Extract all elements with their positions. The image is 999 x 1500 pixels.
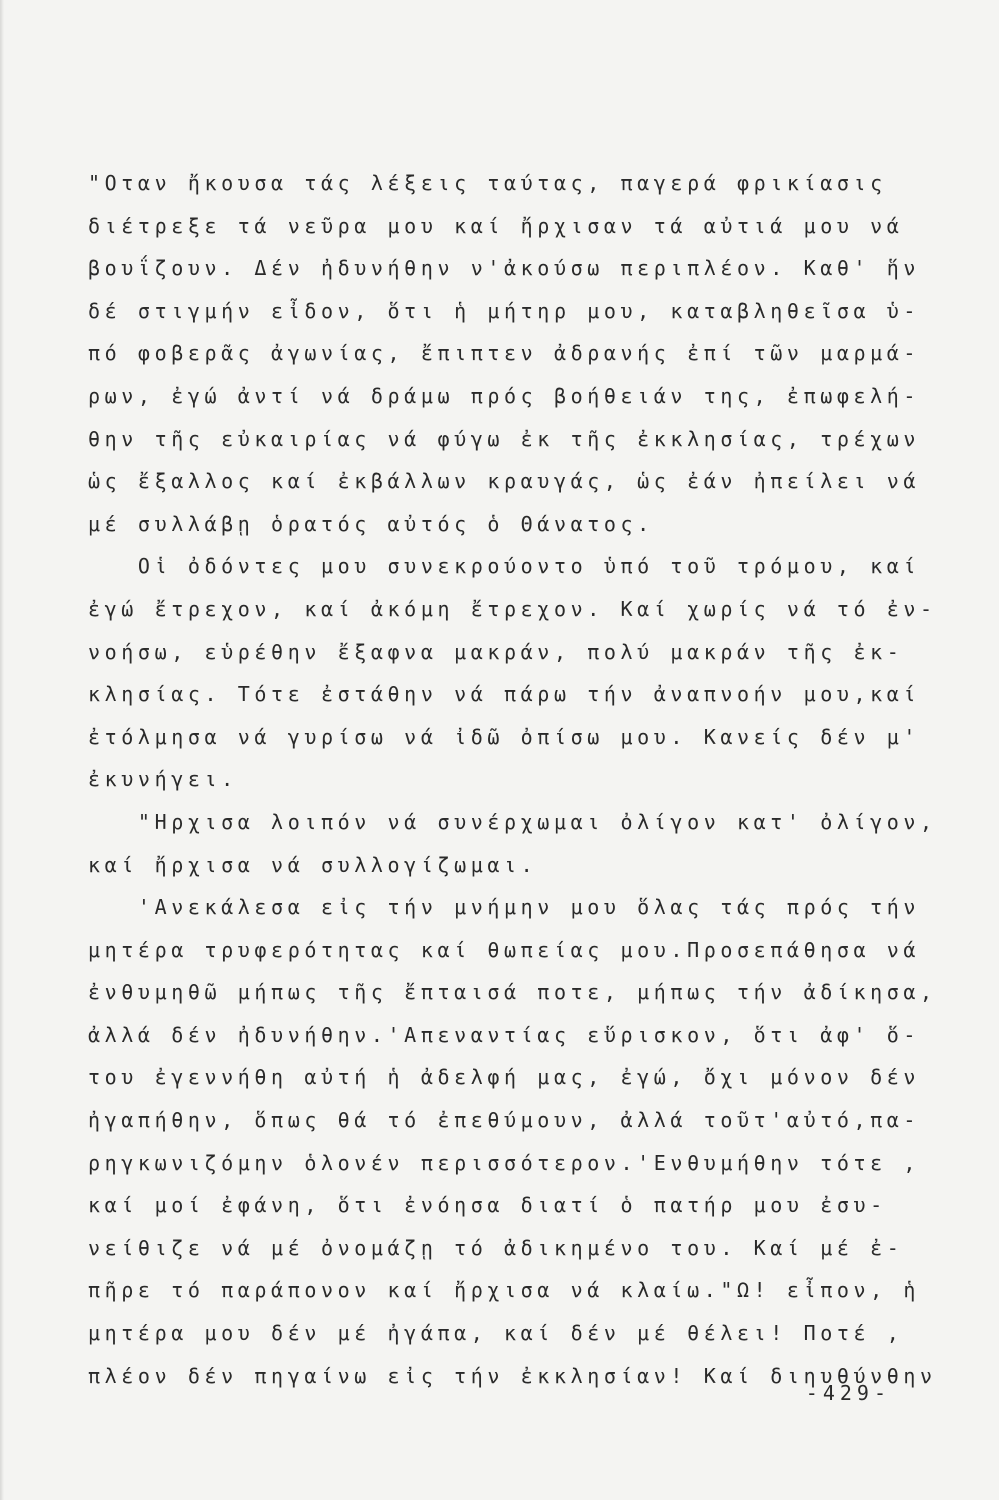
text-line: ἐτόλμησα νά γυρίσω νά ἰδῶ ὀπίσω μου. Κανείς δέν μ'	[88, 724, 921, 749]
text-line: νείθιζε νά μέ ὀνομάζῃ τό ἀδικημένο του. Καί μέ ἐ-	[88, 1235, 904, 1260]
text-line: πλέον δέν πηγαίνω εἰς τήν ἐκκλησίαν! Καί διηυθύνθην	[88, 1363, 937, 1388]
body-text	[88, 162, 937, 1397]
text-line: "Ηρχισα λοιπόν νά συνέρχωμαι ὀλίγον κατ' ὀλίγον,	[88, 809, 937, 834]
text-line: ρων, ἐγώ ἀντί νά δράμω πρός βοήθειάν της, ἐπωφελή-	[88, 383, 921, 408]
text-line: "Οταν ἤκουσα τάς λέξεις ταύτας, παγερά φρικίασις	[88, 171, 887, 195]
text-line: του ἐγεννήθη αὐτή ἡ ἀδελφή μας, ἐγώ, ὄχι μόνον δέν	[88, 1065, 921, 1090]
text-line: καί ἤρχισα νά συλλογίζωμαι.	[88, 852, 538, 877]
text-line: 'Ανεκάλεσα εἰς τήν μνήμην μου ὅλας τάς πρός τήν	[88, 895, 921, 920]
text-line: θην τῆς εὐκαιρίας νά φύγω ἐκ τῆς ἐκκλησίας, τρέχων	[88, 426, 921, 451]
text-line: ὡς ἔξαλλος καί ἐκβάλλων κραυγάς, ὡς ἐάν ἠπείλει νά	[88, 469, 921, 494]
text-line: ρηγκωνιζόμην ὁλονέν περισσότερον.'Ενθυμήθην τότε ,	[88, 1150, 921, 1175]
text-line: πό φοβερᾶς ἀγωνίας, ἔπιπτεν ἀδρανής ἐπί τῶν μαρμά-	[88, 341, 921, 366]
page-edge-shadow	[0, 0, 4, 1500]
text-line: μέ συλλάβῃ ὁρατός αὐτός ὁ Θάνατος.	[88, 511, 654, 536]
page-number: -429-	[805, 1381, 891, 1405]
text-line: καί μοί ἐφάνη, ὅτι ἐνόησα διατί ὁ πατήρ μου ἐσυ-	[88, 1193, 887, 1218]
text-line: βουΐζουν. Δέν ἠδυνήθην ν'ἀκούσω περιπλέον. Καθ' ἥν	[88, 256, 921, 281]
text-line: μητέρα μου δέν μέ ἠγάπα, καί δέν μέ θέλει! Ποτέ ,	[88, 1321, 904, 1346]
text-line: Οἱ ὀδόντες μου συνεκρούοντο ὑπό τοῦ τρόμου, καί	[88, 554, 921, 579]
text-line: μητέρα τρυφερότητας καί θωπείας μου.Προσεπάθησα νά	[88, 937, 921, 962]
text-line: ἐκυνήγει.	[88, 767, 238, 792]
text-line: δέ στιγμήν εἶδον, ὅτι ἡ μήτηρ μου, καταβληθεῖσα ὑ-	[88, 298, 921, 323]
text-line: ἀλλά δέν ἠδυνήθην.'Απεναντίας εὕρισκον, ὅτι ἀφ' ὅ-	[88, 1022, 921, 1047]
text-line: ἐγώ ἔτρεχον, καί ἀκόμη ἔτρεχον. Καί χωρίς νά τό ἐν-	[88, 596, 937, 621]
text-line: κλησίας. Τότε ἐστάθην νά πάρω τήν ἀναπνοήν μου,καί	[88, 682, 921, 707]
text-line: διέτρεξε τά νεῦρα μου καί ἤρχισαν τά αὐτιά μου νά	[88, 213, 904, 238]
text-line: πῆρε τό παράπονον καί ἤρχισα νά κλαίω."Ω! εἶπον, ἡ	[88, 1278, 921, 1303]
text-line: ἠγαπήθην, ὅπως θά τό ἐπεθύμουν, ἀλλά τοῦτ'αὐτό,πα-	[88, 1108, 921, 1133]
text-line: νοήσω, εὑρέθην ἔξαφνα μακράν, πολύ μακράν τῆς ἐκ-	[88, 639, 904, 664]
text-line: ἐνθυμηθῶ μήπως τῆς ἔπταισά ποτε, μήπως τήν ἀδίκησα,	[88, 980, 937, 1005]
